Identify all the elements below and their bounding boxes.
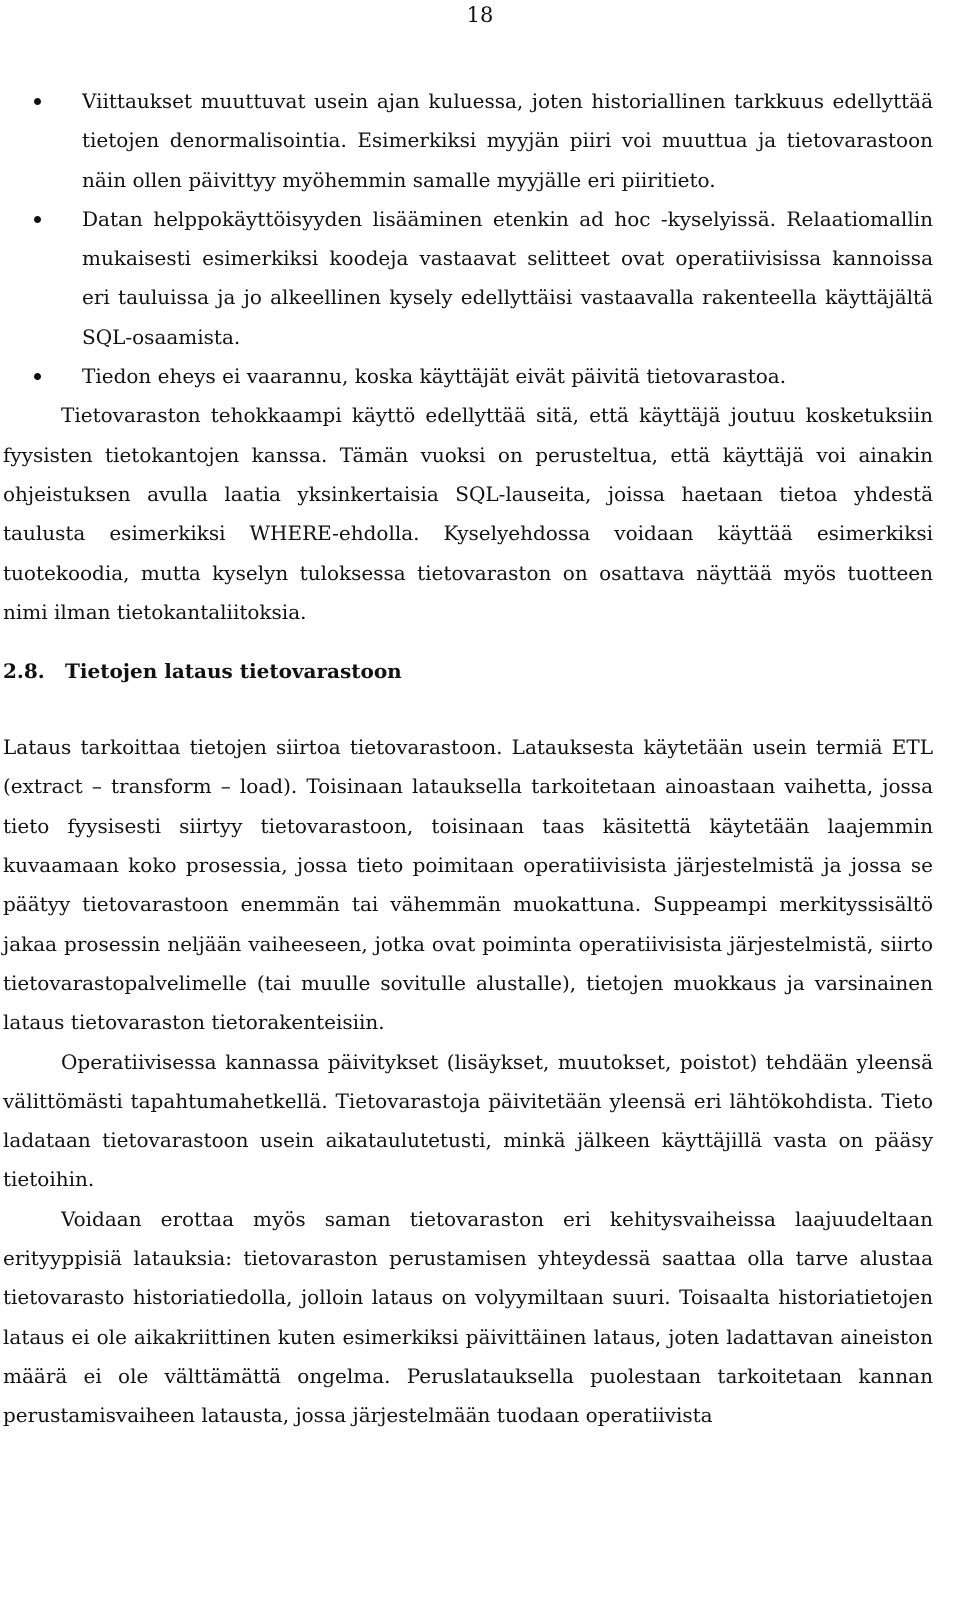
- paragraph: Tietovaraston tehokkaampi käyttö edellyttää sitä, että käyttäjä joutuu kosketuksiin fyysisten tietokantojen kanssa. Tämän vuoksi on perusteltua, että käyttäjä voi ainakin ohjeistuksen avulla laatia yksinkertaisia SQL-lauseita, joissa haetaan tietoa yhdestä taulusta esimerkiksi WHERE-ehdolla. Kyselyehdossa voidaan käyttää esimerkiksi tuotekoodia, mutta kyselyn tuloksessa tietovaraston on osattava näyttää myös tuotteen nimi ilman tietokantaliitoksia.: [3, 403, 933, 624]
- bullet-text: Viittaukset muuttuvat usein ajan kuluessa, joten historiallinen tarkkuus edellyttää tietojen denormalisointia. Esimerkiksi myyjän piiri voi muuttua ja tietovarastoon näin ollen päivittyy myöhemmin samalle myyjälle eri piiritieto.: [82, 89, 933, 192]
- bullet-text: Tiedon eheys ei vaarannu, koska käyttäjät eivät päivitä tietovarastoa.: [82, 364, 787, 389]
- paragraph: Operatiivisessa kannassa päivitykset (lisäykset, muutokset, poistot) tehdään yleensä välittömästi tapahtumahetkellä. Tietovarastoja päivitetään yleensä eri lähtökohdista. Tieto ladataan tietovarastoon usein aikataulutetusti, minkä jälkeen käyttäjillä vasta on pääsy tietoihin.: [3, 1049, 933, 1192]
- bullet-list: [3, 82, 933, 396]
- bullet-item: [3, 200, 933, 357]
- bullet-item: [3, 357, 933, 396]
- paragraph: Voidaan erottaa myös saman tietovaraston eri kehitysvaiheissa laajuudeltaan erityyppisiä latauksia: tietovaraston perustamisen yhteydessä saattaa olla tarve alustaa tietovarasto historiatiedolla, jolloin lataus on volyymiltaan suuri. Toisaalta historiatietojen lataus ei ole aikakriittinen kuten esimerkiksi päivittäinen lataus, joten ladattavan aineiston määrä ei ole välttämättä ongelma. Peruslatauksella puolestaan tarkoitetaan kannan perustamisvaiheen latausta, jossa järjestelmään tuodaan operatiivista: [3, 1206, 933, 1428]
- paragraph: Lataus tarkoittaa tietojen siirtoa tietovarastoon. Latauksesta käytetään usein termiä ETL (extract – transform – load). Toisinaan latauksella tarkoitetaan ainoastaan vaihetta, jossa tieto fyysisesti siirtyy tietovarastoon, toisinaan taas käsitettä käytetään laajemmin kuvaamaan koko prosessia, jossa tieto poimitaan operatiivisista järjestelmistä ja jossa se päätyy tietovarastoon enemmän tai vähemmän muokattuna. Suppeampi merkityssisältö jakaa prosessin neljään vaiheeseen, jotka ovat poiminta operatiivisista järjestelmistä, siirto tietovarastopalvelimelle (tai muulle sovitulle alustalle), tietojen muokkaus ja varsinainen lataus tietovaraston tietorakenteisiin.: [3, 735, 933, 1035]
- section-title: Tietojen lataus tietovarastoon: [65, 659, 402, 684]
- bullet-dot-icon: [34, 373, 41, 380]
- bullet-dot-icon: [34, 216, 41, 223]
- bullet-item: [3, 82, 933, 200]
- bullet-dot-icon: [34, 98, 41, 105]
- page-body: [3, 82, 933, 1436]
- page-number: 18: [466, 3, 494, 27]
- section-heading: [3, 652, 933, 691]
- bullet-text: Datan helppokäyttöisyyden lisääminen etenkin ad hoc -kyselyissä. Relaatiomallin mukaisesti esimerkiksi koodeja vastaavat selitteet ovat operatiivisissa kannoissa eri tauluissa ja jo alkeellinen kysely edellyttäisi vastaavalla rakenteella käyttäjältä SQL-osaamista.: [82, 206, 933, 349]
- section-number: 2.8.: [3, 659, 45, 684]
